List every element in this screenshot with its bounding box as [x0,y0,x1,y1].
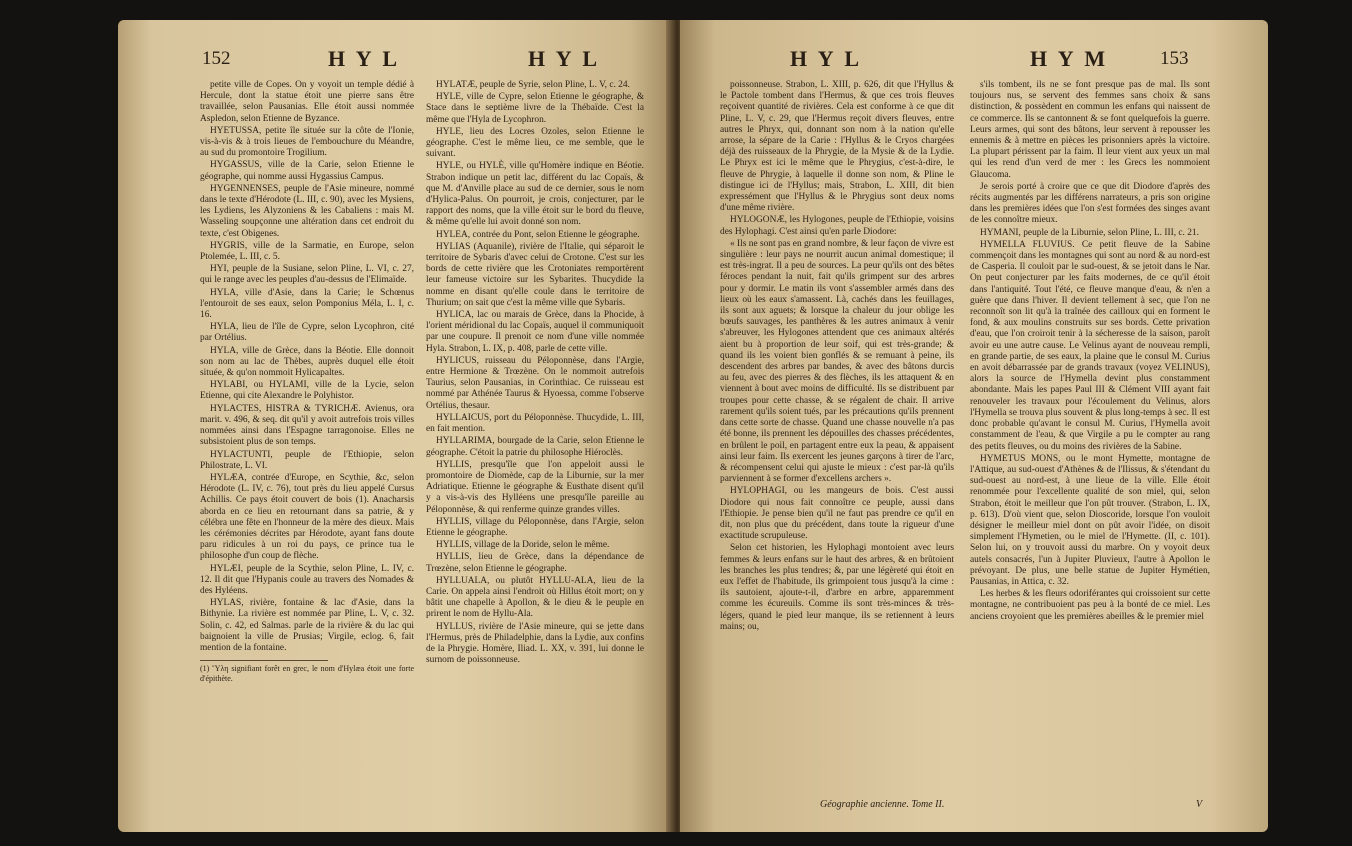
paragraph: HYLA, ville d'Asie, dans la Carie; le Schœnus l'entouroit de ses eaux, selon Pomponius Méla, L. I, c. 16. [200,287,414,321]
paragraph: HYLLUALA, ou plutôt HYLLU-ALA, lieu de la Carie. On appela ainsi l'endroit où Hillus étoit mort; on y bâtit une chapelle à Apollon, & le dieu & le peuple en prirent le nom de Hyllu-Ala. [426,575,644,620]
paragraph: HYMELLA FLUVIUS. Ce petit fleuve de la Sabine commençoit dans les montagnes qui sont au nord & au nord-est de Casperia. Il couloit par le sud-ouest, & se jetoit dans le Nar. On peut conjecturer par les faits modernes, de ce qu'il étoit dans l'antiquité. Tout l'été, ce fleuve manque d'eau, & n'en a guère que dans l'hiver. Il devient tellement à sec, que l'on ne reconnoît son lit qu'à la traînée des cailloux qui en forment le fond, & aux moulins construits sur ses bords. Cette privation d'eau, que l'on croiroit tenir à la sécheresse de la saison, paroît avoir eu une autre cause. Le Velinus ayant de nouveau rempli, en grande partie, de ses eaux, la plaine que le consul M. Curius en avoit débarrassée par de grands travaux (voyez VELINUS), alors la source de l'Hymella devint plus constamment abondante. Mais les papes Paul III & Clément VIII ayant fait renouveler les travaux pour l'écoulement du Velinus, alors l'Hymella se trouva plus souvent & plus long-temps à sec. Il est donc probable qu'avant le consul M. Curius, l'Hymella avoit constamment de l'eau, & que Virgile a pu le compter au rang des petits fleuves, ou du moins des rivières de la Sabine. [970,239,1210,452]
footnote: (1) Ὕλη signifiant forêt en grec, le nom d'Hylæa étoit une forte d'épithète. [200,664,414,683]
paragraph: Les herbes & les fleurs odoriférantes qui croissoient sur cette montagne, ne contribuoient pas peu à la bonté de ce miel. Les anciens croyoient que les premières abeilles & le premier miel [970,589,1210,622]
right-page-number: 153 [1160,48,1189,69]
right-running-head-a: H Y L [790,46,863,71]
paragraph: HYI, peuple de la Susiane, selon Pline, L. VI, c. 27, qui le range avec les peuples d'au-dessus de l'Elimaïde. [200,264,414,286]
paragraph: HYLE, ville de Cypre, selon Etienne le géographe, & Stace dans le septième livre de la Thébaïde. C'est la même que l'Hyla de Lycophron. [426,92,644,125]
right-page [680,20,1268,832]
left-column-1 [200,80,414,800]
paragraph: HYMETUS MONS, ou le mont Hymette, montagne de l'Attique, au sud-ouest d'Athènes & de l'Ilissus, & s'étendant du sud-ouest au nord-est, à une lieue de la ville. Elle étoit renommée pour l'excellente qualité de son miel, qui, selon Strabon, étoit le meilleur que l'on pût trouver. (Strabon, L. IX, p. 613). D'où vient que, selon Dioscoride, lorsque l'on vouloit désigner le meilleur miel dont on pût avoir l'idée, on disoit simplement l'Hymetien, ou le miel de l'Hymette. (II, c. 101). Selon lui, on y trouvoit aussi du marbre. On y voyoit deux autels consacrés, l'un à Jupiter Pluvieux, l'autre à Apollon le prévoyant. De plus, une belle statue de Jupiter Hymétien, Pausanias, in Attica, c. 32. [970,453,1210,587]
open-book [118,20,1268,832]
paragraph: petite ville de Copes. On y voyoit un temple dédié à Hercule, dont la statue étoit une pierre sans être travaillée, selon Pausanias. Elle étoit aussi nommée Aspledon, selon Etienne de Byzance. [200,80,414,124]
paragraph: HYLLIS, village de la Doride, selon le même. [436,540,610,551]
paragraph: HYLEA, contrée du Pont, selon Etienne le géographe. [436,229,640,240]
left-column-2 [426,80,644,800]
paragraph: HYLAS, rivière, fontaine & lac d'Asie, dans la Bithynie. La rivière est nommée par Pline, L. V, c. 32. Solin, c. 42, ed Salmas. parle de la rivière & du lac qui baignoient la ville de Prusias; Virgile, eclog. 6, fait mention de la fontaine. [200,598,414,653]
footer-signature: Géographie ancienne. Tome II. [820,799,945,810]
paragraph: HYLOPHAGI, ou les mangeurs de bois. C'est aussi Diodore qui nous fait connoître ce peuple, aussi dans l'Ethiopie. Je pense bien qu'il ne faut pas prendre ce qu'il en dit, non plus que du précédent, dans toute la rigueur d'une exactitude scrupuleuse. [720,486,954,542]
paragraph: HYGENNENSES, peuple de l'Asie mineure, nommé dans le texte d'Hérodote (L. III, c. 90), avec les Mysiens, les Lydiens, les Alyzoniens & les Cabaliens : mais M. Wasseling soupçonne une altération dans cet endroit du texte, c'est Obigenes. [200,183,414,239]
left-page-number: 152 [202,48,231,69]
paragraph: HYLLIS, village du Péloponnèse, dans l'Argie, selon Etienne le géographe. [426,516,644,538]
left-col1-paragraphs [200,80,414,654]
paragraph: HYLE, lieu des Locres Ozoles, selon Etienne le géographe. C'est le même lieu, ce me semble, que le suivant. [426,126,644,160]
paragraph: HYLA, lieu de l'île de Cypre, selon Lycophron, cité par Ortélius. [200,322,414,344]
paragraph: HYLLUS, rivière de l'Asie mineure, qui se jette dans l'Hermus, près de Philadelphie, dans la Lydie, aux confins de la Phrygie. Homère, Iliad. L. XX, v. 391, lui donne le surnom de poissonneuse. [426,621,644,666]
paragraph: HYLÆI, peuple de la Scythie, selon Pline, L. IV, c. 12. Il dit que l'Hypanis coule au travers des Nomades & des Hyléens. [200,563,414,596]
paragraph: Je serois porté à croire que ce que dit Diodore d'après des récits augmentés par les différens narrateurs, a pris son origine dans les premières idées que l'on s'est formées des singes avant de les connoître mieux. [970,181,1210,226]
signature-mark: V [1196,799,1203,810]
right-running-head-b: H Y M [1030,46,1109,71]
paragraph: HYLACTUNTI, peuple de l'Ethiopie, selon Philostrate, L. VI. [200,449,414,471]
paragraph: HYLATÆ, peuple de Syrie, selon Pline, L. V, c. 24. [436,80,630,90]
paragraph: HYMANI, peuple de la Liburnie, selon Pline, L. III, c. 21. [980,227,1199,238]
paragraph: HYETUSSA, petite île située sur la côte de l'Ionie, vis-à-vis & à trois lieues de l'embouchure du Méandre, au sud du promontoire Trogilium. [200,125,414,159]
paragraph: HYLÆA, contrée d'Europe, en Scythie, &c, selon Hérodote (L. IV, c. 76), tout près du lieu appelé Cursus Achillis. Ce pays étoit couvert de bois (1). Anacharsis aborda en ce lieu en retournant dans sa patrie, & y célébra une fête en l'honneur de la mère des dieux. Mais les cérémonies décrites par Hérodote, ayant fans doute paru ridicules à un roi du pays, ce prince tua le philosophe d'un coup de flèche. [200,472,414,562]
paragraph: HYLA, ville de Grèce, dans la Béotie. Elle donnoit son nom au lac de Thèbes, auprès duquel elle étoit située, & qu'on nommoit Hylicapaltes. [200,345,414,379]
paragraph: HYLICUS, ruisseau du Péloponnèse, dans l'Argie, entre Hermione & Trœzène. On le nommoit autrefois Taurius, selon Pausanias, in Corinthiac. Ce ruisseau est nommé par Athénée Taurus & Hyoessa, comme l'observe Ortélius, thesaur. [426,355,644,411]
left-col2-paragraphs [426,80,644,666]
paragraph: HYLOGONÆ, les Hylogones, peuple de l'Ethiopie, voisins des Hylophagi. C'est ainsi qu'en parle Diodore: [720,215,954,237]
paragraph: HYLICA, lac ou marais de Grèce, dans la Phocide, à l'orient méridional du lac Copaïs, auquel il communiquoit par une coupure. Il prenoit ce nom d'une ville nommée Hyla. Strabon, L. IX, p. 408, parle de cette ville. [426,310,644,354]
paragraph: HYGASSUS, ville de la Carie, selon Etienne le géographe, qui nomme aussi Hygassius Campus. [200,160,414,182]
paragraph: HYLLIS, lieu de Grèce, dans la dépendance de Trœzène, selon Etienne le géographe. [426,552,644,574]
paragraph: HYLACTES, HISTRA & TYRICHÆ. Avienus, ora marit. v. 496, & seq. dit qu'il y avoit autrefois trois villes nommées ainsi dans l'Espagne tarragonoise. Elles ne subsistoient plus de son temps. [200,403,414,448]
left-running-head-b: H Y L [528,46,601,71]
paragraph: HYLLAICUS, port du Péloponnèse. Thucydide, L. III, en fait mention. [426,412,644,435]
right-col2-paragraphs [970,80,1210,623]
paragraph: HYLLIS, presqu'île que l'on appeloit aussi le promontoire de Diomède, cap de la Liburnie, sur la mer Adriatique. Etienne le géographe & Eusthate disent qu'il y a vis-à-vis des Hylléens une presqu'île pareille au Péloponnèse, & qui renferme quinze grandes villes. [426,459,644,515]
paragraph: HYGRIS, ville de la Sarmatie, en Europe, selon Ptolemée, L. III, c. 5. [200,240,414,263]
paragraph: HYLIAS (Aquanile), rivière de l'Italie, qui séparoit le territoire de Sybaris d'avec celui de Crotone. C'est sur les bords de cette rivière que les Crotoniates remportèrent leur fameuse victoire sur les Sybarites. Thucydide la nomme en disant qu'elle coule dans le territoire de Thurium; on sait que c'est la même ville que Sybaris. [426,241,644,308]
paragraph: HYLABI, ou HYLAMI, ville de la Lycie, selon Etienne, qui cite Alexandre le Polyhistor. [200,380,414,402]
right-col1-paragraphs [720,80,954,633]
left-running-head-a: H Y L [328,46,401,71]
paragraph: HYLE, ou HYLÈ, ville qu'Homère indique en Béotie. Strabon indique un petit lac, différent du lac Copaïs, & que M. d'Anville place au sud de ce dernier, sous le nom d'Hylica-Palus. On pourroit, je crois, conjecturer, par le rapport des noms, que la ville étoit sur le bord du fleuve, & même qu'elle lui avoit donné son nom. [426,161,644,228]
paragraph: Selon cet historien, les Hylophagi montoient avec leurs femmes & leurs enfans sur le haut des arbres, & en brûtoient les branches les plus tendres; &, par une légèreté qui étoit en eux l'effet de l'habitude, ils grimpoient tous jusqu'à la cime : ils sautoient, ajoute-t-il, d'arbre en arbre, apparemment comme les écureuils. Comme ils sont très-minces & très-légers, quand le pied leur manque, ils se retiennent à leurs mains; ou, [720,543,954,632]
right-column-2 [970,80,1210,800]
paragraph: HYLLARIMA, bourgade de la Carie, selon Etienne le géographe. C'étoit la patrie du philosophe Hiéroclès. [426,436,644,458]
footnote-rule [200,660,328,661]
left-page [118,20,674,832]
paragraph: s'ils tombent, ils ne se font presque pas de mal. Ils sont toujours nus, se servent des femmes sans choix & sans distinction, & possèdent en commun les enfans qui naissent de ce commerce. Ils se cantonnent & se font quelquefois la guerre. Leurs armes, qui sont des bâtons, leur servent à repousser les ennemis & à mettre en pièces les prisonniers après la victoire. La plupart périssent par la faim. Il leur vient aux yeux un mal qui les rend d'un verd de mer : les Grecs les nommoient Glaucoma. [970,80,1210,180]
paragraph: « Ils ne sont pas en grand nombre, & leur façon de vivre est singulière : leur pays ne nourrit aucun animal domestique; il est très-ingrat. Il a peu de sources. La peur qu'ils ont des bêtes féroces pendant la nuit, fait qu'ils grimpent sur des arbres pour y dormir. Le matin ils vont s'assembler armés dans des lieux où les eaux s'amassent. Là, cachés dans les feuillages, ils sont aux aguets; & lorsque la chaleur du jour oblige les bœufs sauvages, les panthères & les autres animaux à venir s'abreuver, les Hylogones attendent que ces animaux altérés aient bu à proportion de leur soif, qui est très-grande; & quand ils les voient bien gonflés & se remuant à peine, ils descendent des arbres par bandes, & avec des bâtons durcis au feu, avec des pierres & des flèches, ils les attaquent & en viennent à bout avec moins de difficulté. Ils se distribuent par troupes pour cette chasse, & se régalent de chair. Il arrive rarement qu'ils soient tués, par les précautions qu'ils prennent dans cette sorte de chasse. Quand une chasse nouvelle n'a pas été bonne, ils prennent les dépouilles des chasses précédentes, en brûlent le poil, en partagent entre eux la peau, & appaisent ainsi leur faim. Ils exercent les jeunes garçons à tirer de l'arc, & récompensent celui qui ajuste le mieux : c'est par-là qu'ils parviennent à se former d'excellens archers ». [720,238,954,485]
paragraph: poissonneuse. Strabon, L. XIII, p. 626, dit que l'Hyllus & le Pactole tombent dans l'Hermus, & que ces trois fleuves reçoivent quantité de rivières. Cela est conforme à ce que dit Pline, L. V, c. 29, que l'Hermus reçoit divers fleuves, entre autres le Phryx, qui, donnant son nom à la nation qu'elle arrose, la sépare de la Carie : l'Hyllus & le Cryos chargées déjà des ruisseaux de la Phrygie, de la Mysie & de la Lydie. Le Phryx est ici le même que le Phrygius, c'est-à-dire, le fleuve de Phrygie, à laquelle il donne son nom, & Pline le distingue ici de l'Hyllus; mais, Strabon, L. XIII, dit bien expressément que l'Hyllus & le Phrygius sont deux noms d'une même rivière. [720,80,954,214]
right-column-1 [720,80,954,780]
